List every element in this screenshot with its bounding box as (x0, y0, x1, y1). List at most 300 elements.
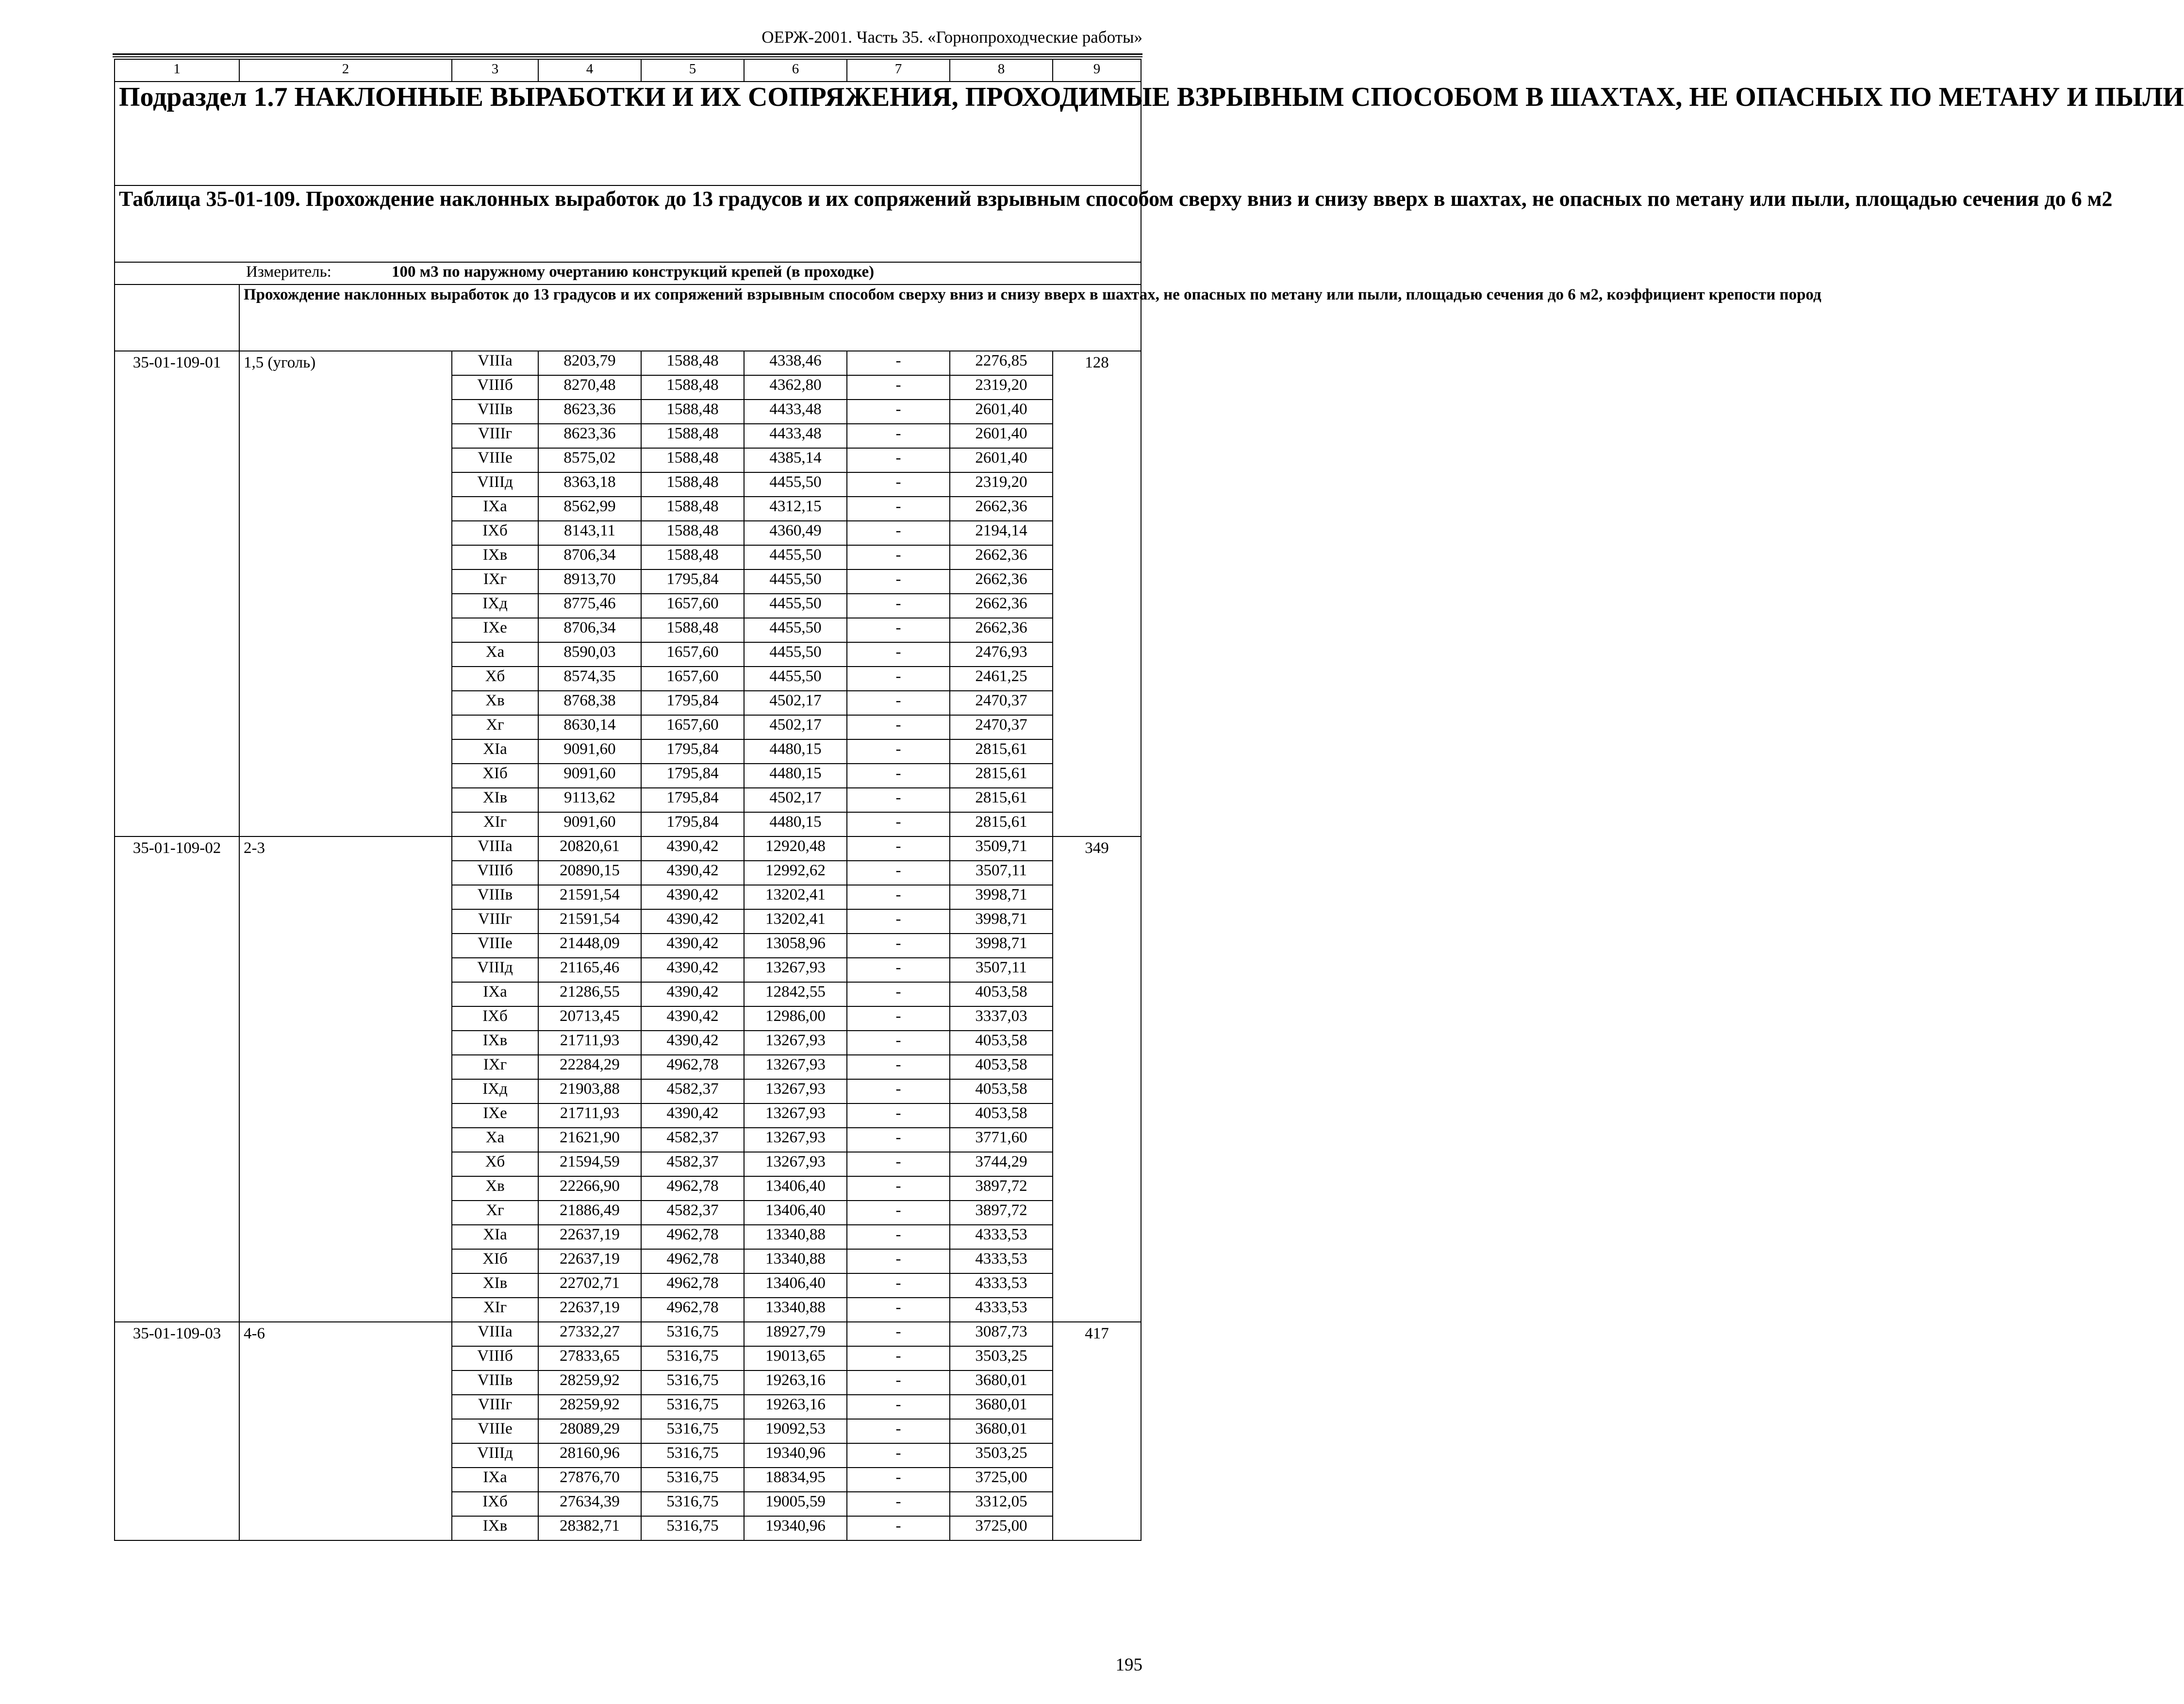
direct-costs-cell: 9091,60 (538, 739, 641, 764)
norms-table (114, 59, 2184, 1541)
materials-cell: 3507,11 (950, 861, 1053, 885)
machinist-wages-cell: - (847, 1249, 950, 1273)
materials-cell: 4053,58 (950, 1031, 1053, 1055)
wages-cell: 4390,42 (641, 1103, 744, 1128)
materials-cell: 2461,25 (950, 667, 1053, 691)
machinery-cell: 19263,16 (744, 1370, 847, 1395)
machinery-cell: 4502,17 (744, 715, 847, 739)
materials-cell: 3503,25 (950, 1346, 1053, 1370)
machinist-wages-cell: - (847, 1443, 950, 1468)
machinist-wages-cell: - (847, 545, 950, 569)
materials-cell: 2470,37 (950, 715, 1053, 739)
rock-category: IXд (452, 594, 538, 618)
norm-code: 35-01-109-02 (115, 836, 239, 1322)
machinery-cell: 4312,15 (744, 497, 847, 521)
direct-costs-cell: 28089,29 (538, 1419, 641, 1443)
machinery-cell: 19340,96 (744, 1516, 847, 1540)
direct-costs-cell: 8630,14 (538, 715, 641, 739)
wages-cell: 4582,37 (641, 1128, 744, 1152)
materials-cell: 4053,58 (950, 1055, 1053, 1079)
machinist-wages-cell: - (847, 1006, 950, 1031)
rock-category: IXв (452, 1031, 538, 1055)
machinist-wages-cell: - (847, 1201, 950, 1225)
rock-category: XIг (452, 812, 538, 836)
direct-costs-cell: 8203,79 (538, 351, 641, 375)
wages-cell: 1588,48 (641, 545, 744, 569)
machinery-cell: 4362,80 (744, 375, 847, 400)
wages-cell: 1795,84 (641, 691, 744, 715)
machinery-cell: 19340,96 (744, 1443, 847, 1468)
wages-cell: 5316,75 (641, 1468, 744, 1492)
table-row (115, 1322, 1141, 1346)
direct-costs-cell: 8706,34 (538, 545, 641, 569)
materials-cell: 2194,14 (950, 521, 1053, 545)
column-number: 6 (744, 59, 847, 82)
machinery-cell: 12920,48 (744, 836, 847, 861)
table-title: Таблица 35-01-109. Прохождение наклонных выработок до 13 градусов и их сопряжений взрывным способом сверху вниз и снизу вверх в шахтах, не опасных по метану или пыли, площадью сечения до 6 м2 (115, 185, 1141, 262)
machinist-wages-cell: - (847, 1395, 950, 1419)
machinery-cell: 13406,40 (744, 1273, 847, 1298)
rock-hardness: 4-6 (239, 1322, 452, 1540)
machinist-wages-cell: - (847, 1128, 950, 1152)
rock-category: IXе (452, 618, 538, 642)
materials-cell: 2662,36 (950, 594, 1053, 618)
materials-cell: 2601,40 (950, 400, 1053, 424)
wages-cell: 5316,75 (641, 1419, 744, 1443)
direct-costs-cell: 9113,62 (538, 788, 641, 812)
machinist-wages-cell: - (847, 1516, 950, 1540)
machinery-cell: 13058,96 (744, 934, 847, 958)
rock-category: VIIIа (452, 1322, 538, 1346)
materials-cell: 3680,01 (950, 1419, 1053, 1443)
machinist-wages-cell: - (847, 351, 950, 375)
machinery-cell: 4455,50 (744, 594, 847, 618)
machinist-wages-cell: - (847, 1079, 950, 1103)
machinery-cell: 4502,17 (744, 788, 847, 812)
wages-cell: 1795,84 (641, 812, 744, 836)
wages-cell: 4962,78 (641, 1249, 744, 1273)
machinery-cell: 4455,50 (744, 642, 847, 667)
materials-cell: 4053,58 (950, 1103, 1053, 1128)
materials-cell: 2662,36 (950, 618, 1053, 642)
materials-cell: 4333,53 (950, 1225, 1053, 1249)
wages-cell: 1795,84 (641, 569, 744, 594)
machinery-cell: 13406,40 (744, 1201, 847, 1225)
materials-cell: 3998,71 (950, 909, 1053, 934)
direct-costs-cell: 21711,93 (538, 1031, 641, 1055)
machinery-cell: 12986,00 (744, 1006, 847, 1031)
machinist-wages-cell: - (847, 958, 950, 982)
rock-category: Xг (452, 715, 538, 739)
machinist-wages-cell: - (847, 667, 950, 691)
rock-category: VIIIе (452, 934, 538, 958)
table-title-row (115, 185, 1141, 262)
rock-category: Xа (452, 1128, 538, 1152)
subsection-row (115, 82, 1141, 185)
machinery-cell: 12842,55 (744, 982, 847, 1006)
wages-cell: 1795,84 (641, 764, 744, 788)
machinery-cell: 18834,95 (744, 1468, 847, 1492)
materials-cell: 4053,58 (950, 1079, 1053, 1103)
wages-cell: 4390,42 (641, 1031, 744, 1055)
table-row (115, 351, 1141, 375)
rock-category: IXб (452, 521, 538, 545)
machinery-cell: 4433,48 (744, 424, 847, 448)
machinist-wages-cell: - (847, 1298, 950, 1322)
machinery-cell: 4480,15 (744, 739, 847, 764)
direct-costs-cell: 8913,70 (538, 569, 641, 594)
machinist-wages-cell: - (847, 739, 950, 764)
materials-cell: 2815,61 (950, 788, 1053, 812)
machinery-cell: 4480,15 (744, 812, 847, 836)
machinery-cell: 19005,59 (744, 1492, 847, 1516)
running-header: ОЕРЖ-2001. Часть 35. «Горнопроходческие работы» (761, 28, 1142, 47)
direct-costs-cell: 21286,55 (538, 982, 641, 1006)
machinery-cell: 13202,41 (744, 909, 847, 934)
machinery-cell: 4455,50 (744, 472, 847, 497)
wages-cell: 1588,48 (641, 375, 744, 400)
description-empty-cell (115, 284, 239, 351)
direct-costs-cell: 21886,49 (538, 1201, 641, 1225)
rock-category: VIIIг (452, 1395, 538, 1419)
rock-category: IXа (452, 1468, 538, 1492)
machinery-cell: 4455,50 (744, 569, 847, 594)
wages-cell: 1588,48 (641, 497, 744, 521)
materials-cell: 2276,85 (950, 351, 1053, 375)
materials-cell: 3680,01 (950, 1395, 1053, 1419)
machinist-wages-cell: - (847, 1103, 950, 1128)
machinist-wages-cell: - (847, 594, 950, 618)
machinery-cell: 13267,93 (744, 1031, 847, 1055)
materials-cell: 2662,36 (950, 497, 1053, 521)
rock-category: XIб (452, 764, 538, 788)
wages-cell: 1795,84 (641, 788, 744, 812)
wages-cell: 4390,42 (641, 861, 744, 885)
direct-costs-cell: 28259,92 (538, 1395, 641, 1419)
direct-costs-cell: 8590,03 (538, 642, 641, 667)
rock-category: IXе (452, 1103, 538, 1128)
direct-costs-cell: 21591,54 (538, 885, 641, 909)
rock-category: Xб (452, 1152, 538, 1176)
wages-cell: 4390,42 (641, 958, 744, 982)
wages-cell: 4582,37 (641, 1201, 744, 1225)
column-number: 4 (538, 59, 641, 82)
materials-cell: 2815,61 (950, 764, 1053, 788)
direct-costs-cell: 21591,54 (538, 909, 641, 934)
materials-cell: 3725,00 (950, 1468, 1053, 1492)
machinery-cell: 4455,50 (744, 667, 847, 691)
rock-category: Xб (452, 667, 538, 691)
machinery-cell: 4433,48 (744, 400, 847, 424)
materials-cell: 2319,20 (950, 472, 1053, 497)
wages-cell: 4582,37 (641, 1079, 744, 1103)
materials-cell: 3771,60 (950, 1128, 1053, 1152)
rock-category: XIа (452, 739, 538, 764)
materials-cell: 3337,03 (950, 1006, 1053, 1031)
direct-costs-cell: 28382,71 (538, 1516, 641, 1540)
machinery-cell: 13267,93 (744, 1079, 847, 1103)
column-number: 5 (641, 59, 744, 82)
rock-category: VIIIа (452, 351, 538, 375)
direct-costs-cell: 28160,96 (538, 1443, 641, 1468)
machinist-wages-cell: - (847, 521, 950, 545)
direct-costs-cell: 21621,90 (538, 1128, 641, 1152)
direct-costs-cell: 27876,70 (538, 1468, 641, 1492)
column-number: 2 (239, 59, 452, 82)
machinist-wages-cell: - (847, 885, 950, 909)
rock-category: VIIIд (452, 958, 538, 982)
materials-cell: 3503,25 (950, 1443, 1053, 1468)
measure-value: 100 м3 по наружному очертанию конструкций крепей (в проходке) (392, 263, 875, 281)
rock-category: IXа (452, 497, 538, 521)
rock-category: XIв (452, 1273, 538, 1298)
machinist-wages-cell: - (847, 909, 950, 934)
machinist-wages-cell: - (847, 497, 950, 521)
norm-code: 35-01-109-03 (115, 1322, 239, 1540)
machinery-cell: 13267,93 (744, 1055, 847, 1079)
materials-cell: 4333,53 (950, 1298, 1053, 1322)
machinist-wages-cell: - (847, 642, 950, 667)
machinist-wages-cell: - (847, 934, 950, 958)
rock-category: Xа (452, 642, 538, 667)
rock-category: VIIIг (452, 424, 538, 448)
materials-cell: 3507,11 (950, 958, 1053, 982)
wages-cell: 1657,60 (641, 642, 744, 667)
rock-category: VIIIб (452, 861, 538, 885)
machinist-wages-cell: - (847, 812, 950, 836)
machinist-wages-cell: - (847, 375, 950, 400)
materials-cell: 2662,36 (950, 545, 1053, 569)
materials-cell: 3744,29 (950, 1152, 1053, 1176)
wages-cell: 5316,75 (641, 1516, 744, 1540)
rock-category: IXа (452, 982, 538, 1006)
machinery-cell: 4455,50 (744, 545, 847, 569)
labor-cost-cell: 417 (1053, 1322, 1141, 1540)
materials-cell: 3509,71 (950, 836, 1053, 861)
wages-cell: 4390,42 (641, 909, 744, 934)
column-number: 7 (847, 59, 950, 82)
rock-category: VIIIв (452, 885, 538, 909)
wages-cell: 1588,48 (641, 400, 744, 424)
direct-costs-cell: 22702,71 (538, 1273, 641, 1298)
machinery-cell: 4338,46 (744, 351, 847, 375)
direct-costs-cell: 22637,19 (538, 1249, 641, 1273)
machinist-wages-cell: - (847, 691, 950, 715)
machinery-cell: 19092,53 (744, 1419, 847, 1443)
wages-cell: 4390,42 (641, 982, 744, 1006)
machinist-wages-cell: - (847, 472, 950, 497)
wages-cell: 1588,48 (641, 351, 744, 375)
machinist-wages-cell: - (847, 1273, 950, 1298)
column-number-row (115, 59, 1141, 82)
direct-costs-cell: 20890,15 (538, 861, 641, 885)
materials-cell: 3998,71 (950, 934, 1053, 958)
machinist-wages-cell: - (847, 1419, 950, 1443)
wages-cell: 4962,78 (641, 1273, 744, 1298)
measure-label: Измеритель: (246, 263, 331, 281)
rock-category: XIб (452, 1249, 538, 1273)
norm-code: 35-01-109-01 (115, 351, 239, 836)
rock-category: IXд (452, 1079, 538, 1103)
rock-category: VIIIе (452, 448, 538, 472)
wages-cell: 4962,78 (641, 1298, 744, 1322)
wages-cell: 1588,48 (641, 618, 744, 642)
machinist-wages-cell: - (847, 1055, 950, 1079)
wages-cell: 1588,48 (641, 448, 744, 472)
direct-costs-cell: 8706,34 (538, 618, 641, 642)
wages-cell: 5316,75 (641, 1443, 744, 1468)
materials-cell: 4333,53 (950, 1249, 1053, 1273)
materials-cell: 3087,73 (950, 1322, 1053, 1346)
rock-category: VIIIб (452, 375, 538, 400)
direct-costs-cell: 8363,18 (538, 472, 641, 497)
description-row (115, 284, 1141, 351)
measure-row (115, 262, 1141, 284)
wages-cell: 5316,75 (641, 1395, 744, 1419)
wages-cell: 5316,75 (641, 1492, 744, 1516)
rock-category: Xв (452, 1176, 538, 1201)
direct-costs-cell: 8623,36 (538, 424, 641, 448)
machinist-wages-cell: - (847, 788, 950, 812)
materials-cell: 3897,72 (950, 1201, 1053, 1225)
direct-costs-cell: 21448,09 (538, 934, 641, 958)
rock-category: VIIIе (452, 1419, 538, 1443)
materials-cell: 4333,53 (950, 1273, 1053, 1298)
column-number: 8 (950, 59, 1053, 82)
direct-costs-cell: 8270,48 (538, 375, 641, 400)
machinery-cell: 12992,62 (744, 861, 847, 885)
direct-costs-cell: 27833,65 (538, 1346, 641, 1370)
machinist-wages-cell: - (847, 1225, 950, 1249)
machinery-cell: 13340,88 (744, 1225, 847, 1249)
direct-costs-cell: 22266,90 (538, 1176, 641, 1201)
direct-costs-cell: 22637,19 (538, 1225, 641, 1249)
direct-costs-cell: 20820,61 (538, 836, 641, 861)
column-number: 3 (452, 59, 538, 82)
direct-costs-cell: 8775,46 (538, 594, 641, 618)
rock-category: VIIIв (452, 1370, 538, 1395)
wages-cell: 4390,42 (641, 836, 744, 861)
wages-cell: 4390,42 (641, 934, 744, 958)
wages-cell: 4390,42 (641, 1006, 744, 1031)
materials-cell: 2815,61 (950, 812, 1053, 836)
machinist-wages-cell: - (847, 715, 950, 739)
direct-costs-cell: 22284,29 (538, 1055, 641, 1079)
machinist-wages-cell: - (847, 1468, 950, 1492)
machinist-wages-cell: - (847, 1370, 950, 1395)
direct-costs-cell: 27332,27 (538, 1322, 641, 1346)
rock-category: VIIIд (452, 472, 538, 497)
machinist-wages-cell: - (847, 1031, 950, 1055)
wages-cell: 4962,78 (641, 1176, 744, 1201)
direct-costs-cell: 27634,39 (538, 1492, 641, 1516)
machinist-wages-cell: - (847, 1322, 950, 1346)
machinery-cell: 13202,41 (744, 885, 847, 909)
rock-category: IXб (452, 1006, 538, 1031)
direct-costs-cell: 21903,88 (538, 1079, 641, 1103)
header-rule (113, 53, 1142, 55)
machinist-wages-cell: - (847, 1492, 950, 1516)
materials-cell: 2815,61 (950, 739, 1053, 764)
materials-cell: 2470,37 (950, 691, 1053, 715)
rock-category: Xв (452, 691, 538, 715)
machinery-cell: 13340,88 (744, 1249, 847, 1273)
machinist-wages-cell: - (847, 618, 950, 642)
materials-cell: 2476,93 (950, 642, 1053, 667)
column-number: 9 (1053, 59, 1141, 82)
rock-category: Xг (452, 1201, 538, 1225)
machinist-wages-cell: - (847, 569, 950, 594)
wages-cell: 1657,60 (641, 667, 744, 691)
machinery-cell: 19263,16 (744, 1395, 847, 1419)
materials-cell: 3680,01 (950, 1370, 1053, 1395)
direct-costs-cell: 28259,92 (538, 1370, 641, 1395)
direct-costs-cell: 8623,36 (538, 400, 641, 424)
direct-costs-cell: 21711,93 (538, 1103, 641, 1128)
description: Прохождение наклонных выработок до 13 градусов и их сопряжений взрывным способом сверху вниз и снизу вверх в шахтах, не опасных по метану или пыли, площадью сечения до 6 м2, коэффициент крепости пород (239, 284, 1141, 351)
wages-cell: 1588,48 (641, 424, 744, 448)
rock-hardness: 1,5 (уголь) (239, 351, 452, 836)
machinist-wages-cell: - (847, 424, 950, 448)
materials-cell: 4053,58 (950, 982, 1053, 1006)
machinery-cell: 18927,79 (744, 1322, 847, 1346)
direct-costs-cell: 21165,46 (538, 958, 641, 982)
direct-costs-cell: 9091,60 (538, 812, 641, 836)
wages-cell: 4962,78 (641, 1225, 744, 1249)
direct-costs-cell: 8575,02 (538, 448, 641, 472)
materials-cell: 3897,72 (950, 1176, 1053, 1201)
materials-cell: 3725,00 (950, 1516, 1053, 1540)
rock-category: VIIIг (452, 909, 538, 934)
wages-cell: 4962,78 (641, 1055, 744, 1079)
direct-costs-cell: 8143,11 (538, 521, 641, 545)
materials-cell: 2662,36 (950, 569, 1053, 594)
rock-category: IXб (452, 1492, 538, 1516)
machinist-wages-cell: - (847, 1152, 950, 1176)
machinist-wages-cell: - (847, 764, 950, 788)
direct-costs-cell: 9091,60 (538, 764, 641, 788)
rock-category: VIIIд (452, 1443, 538, 1468)
machinery-cell: 13267,93 (744, 1128, 847, 1152)
materials-cell: 2319,20 (950, 375, 1053, 400)
machinery-cell: 19013,65 (744, 1346, 847, 1370)
rock-category: IXв (452, 545, 538, 569)
column-number: 1 (115, 59, 239, 82)
machinist-wages-cell: - (847, 1176, 950, 1201)
direct-costs-cell: 8562,99 (538, 497, 641, 521)
rock-category: IXв (452, 1516, 538, 1540)
wages-cell: 1588,48 (641, 521, 744, 545)
wages-cell: 1795,84 (641, 739, 744, 764)
wages-cell: 4582,37 (641, 1152, 744, 1176)
page-number: 195 (1115, 1655, 1142, 1675)
wages-cell: 1588,48 (641, 472, 744, 497)
machinist-wages-cell: - (847, 861, 950, 885)
wages-cell: 4390,42 (641, 885, 744, 909)
wages-cell: 1657,60 (641, 715, 744, 739)
machinist-wages-cell: - (847, 1346, 950, 1370)
materials-cell: 3998,71 (950, 885, 1053, 909)
direct-costs-cell: 22637,19 (538, 1298, 641, 1322)
machinery-cell: 13267,93 (744, 958, 847, 982)
machinist-wages-cell: - (847, 836, 950, 861)
machinery-cell: 13406,40 (744, 1176, 847, 1201)
labor-cost-cell: 349 (1053, 836, 1141, 1322)
materials-cell: 2601,40 (950, 424, 1053, 448)
rock-category: XIа (452, 1225, 538, 1249)
machinery-cell: 4385,14 (744, 448, 847, 472)
machinery-cell: 4455,50 (744, 618, 847, 642)
